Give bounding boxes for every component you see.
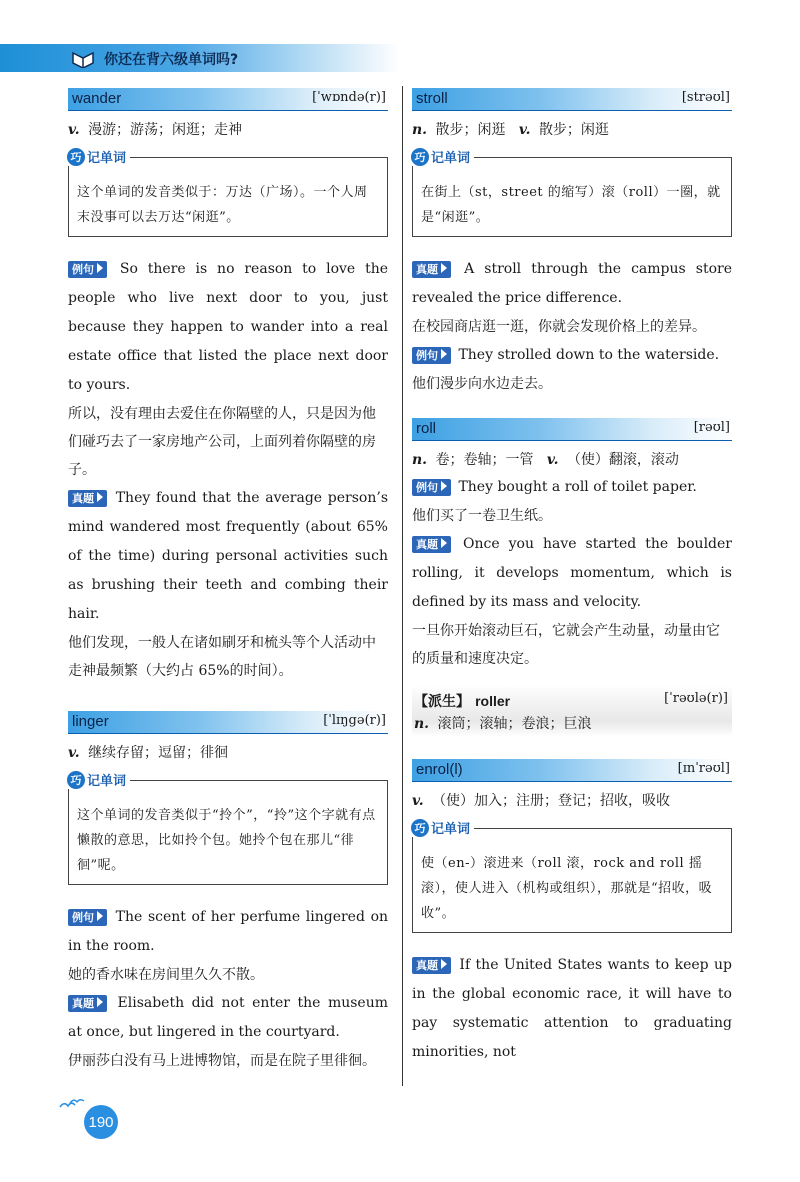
part-of-speech: n. bbox=[412, 122, 428, 138]
exam-tag bbox=[68, 490, 107, 507]
example-text: The scent of her perfume lingered on in the room. bbox=[68, 909, 389, 954]
arrow-icon bbox=[97, 492, 103, 502]
example-tag-label: 例句 bbox=[72, 263, 94, 276]
derived-entry bbox=[412, 685, 732, 737]
exam-tag bbox=[412, 536, 451, 553]
exam-text: Once you have started the boulder rolling, it develops momentum, which is defined by its mass and velocity. bbox=[412, 536, 732, 610]
derived-label: 【派生】 bbox=[414, 694, 470, 710]
memo-box bbox=[68, 773, 388, 885]
page-number: 190 bbox=[84, 1105, 118, 1139]
memo-box bbox=[412, 150, 732, 237]
left-column bbox=[68, 88, 388, 1075]
example-text: So there is no reason to love the people who live next door to you, just because they happen to wander into a real estate office that listed the place next door to yours. bbox=[68, 261, 388, 393]
entry-bar-linger bbox=[68, 711, 388, 734]
example-zh: 她的香水味在房间里久久不散。 bbox=[68, 967, 264, 983]
definition-text: 滚筒；滚轴；卷浪；巨浪 bbox=[437, 716, 592, 732]
arrow-icon bbox=[441, 349, 447, 359]
memo-text: 这个单词的发音类似于：万达（广场）。一个人周末没事可以去万达“闲逛”。 bbox=[77, 185, 368, 225]
definition-text: 继续存留；逗留；徘徊 bbox=[88, 745, 229, 761]
exam-tag bbox=[68, 995, 107, 1012]
arrow-icon bbox=[441, 959, 447, 969]
book-icon bbox=[72, 48, 94, 68]
exam-en bbox=[68, 484, 388, 629]
example-en bbox=[68, 255, 388, 400]
definition bbox=[68, 740, 388, 766]
example-tag bbox=[412, 347, 451, 364]
entry-pronunciation: [rəʊl] bbox=[693, 420, 730, 435]
exam-en bbox=[412, 530, 732, 617]
birds-decoration-icon bbox=[58, 1095, 86, 1111]
entry-bar-enrol bbox=[412, 759, 732, 782]
memo-tag bbox=[411, 147, 474, 166]
entry-pronunciation: [strəʊl] bbox=[681, 90, 730, 105]
example-zh: 他们买了一卷卫生纸。 bbox=[412, 508, 552, 524]
memo-badge: 巧 bbox=[411, 148, 429, 166]
exam-tag-label: 真题 bbox=[416, 538, 438, 551]
exam-text: A stroll through the campus store revealed the price difference. bbox=[412, 261, 732, 306]
derived-pronunciation: [ˈrəʊlə(r)] bbox=[664, 691, 728, 706]
memo-label: 记单词 bbox=[87, 774, 127, 789]
memo-box bbox=[68, 150, 388, 237]
memo-label: 记单词 bbox=[431, 151, 471, 166]
exam-text: If the United States wants to keep up in the global economic race, it will have to pay systematic attention to graduating minorities, not bbox=[412, 957, 732, 1060]
definition-text: 卷；卷轴；一管 bbox=[435, 452, 534, 468]
entry-word: enrol(l) bbox=[416, 761, 463, 778]
memo-tag bbox=[67, 147, 130, 166]
exam-zh: 他们发现，一般人在诸如刷牙和梳头等个人活动中走神最频繁（大约占 65%的时间）。 bbox=[68, 635, 376, 679]
definition-text: 散步；闲逛 bbox=[435, 122, 506, 138]
example-tag-label: 例句 bbox=[72, 911, 94, 924]
entry-word: roll bbox=[416, 420, 437, 437]
example-tag bbox=[68, 909, 107, 926]
definition-text: 漫游；游荡；闲逛；走神 bbox=[88, 122, 243, 138]
derived-word: roller bbox=[475, 693, 511, 709]
exam-en bbox=[412, 255, 732, 313]
memo-badge: 巧 bbox=[67, 148, 85, 166]
memo-badge: 巧 bbox=[67, 771, 85, 789]
part-of-speech: v. bbox=[412, 793, 424, 809]
memo-text: 在街上（st，street 的缩写）滚（roll）一圈，就是“闲逛”。 bbox=[421, 185, 721, 225]
entry-bar-wander bbox=[68, 88, 388, 111]
definition bbox=[412, 117, 732, 143]
memo-badge: 巧 bbox=[411, 819, 429, 837]
exam-tag-label: 真题 bbox=[416, 959, 438, 972]
memo-text: 使（en-）滚进来（roll 滚，rock and roll 摇滚），使人进入（机构或组织），那就是“招收，吸收”。 bbox=[421, 856, 713, 921]
exam-tag-label: 真题 bbox=[416, 263, 438, 276]
exam-zh: 在校园商店逛一逛，你就会发现价格上的差异。 bbox=[412, 319, 706, 335]
exam-tag bbox=[412, 261, 451, 278]
memo-label: 记单词 bbox=[431, 822, 471, 837]
arrow-icon bbox=[441, 481, 447, 491]
example-tag bbox=[412, 479, 451, 496]
entry-pronunciation: [ˈwɒndə(r)] bbox=[312, 90, 386, 105]
part-of-speech: n. bbox=[412, 452, 428, 468]
example-en bbox=[412, 473, 732, 502]
definition-text: 散步；闲逛 bbox=[538, 122, 609, 138]
exam-text: They found that the average person’s mind wandered most frequently (about 65% of the time) during personal activities such as brushing their teeth and combing their hair. bbox=[68, 490, 389, 622]
chapter-title: 你还在背六级单词吗? bbox=[104, 52, 239, 68]
entry-pronunciation: [ˈlɪŋgə(r)] bbox=[323, 713, 386, 728]
memo-text: 这个单词的发音类似于“拎个”，“拎”这个字就有点懒散的意思，比如拎个包。她拎个包在那儿“徘徊”呢。 bbox=[77, 808, 376, 873]
arrow-icon bbox=[97, 911, 103, 921]
entry-word: linger bbox=[72, 713, 109, 730]
definition bbox=[68, 117, 388, 143]
memo-tag bbox=[411, 818, 474, 837]
definition bbox=[412, 447, 732, 473]
part-of-speech: n. bbox=[414, 716, 430, 732]
part-of-speech: v. bbox=[546, 452, 559, 468]
exam-tag bbox=[412, 957, 451, 974]
arrow-icon bbox=[441, 538, 447, 548]
example-en bbox=[68, 903, 388, 961]
definition-text: （使）加入；注册；登记；招收，吸收 bbox=[432, 793, 671, 809]
exam-en bbox=[412, 951, 732, 1067]
memo-label: 记单词 bbox=[87, 151, 127, 166]
definition bbox=[414, 711, 730, 737]
entry-pronunciation: [ɪnˈrəʊl] bbox=[677, 761, 730, 776]
exam-zh: 一旦你开始滚动巨石，它就会产生动量，动量由它的质量和速度决定。 bbox=[412, 623, 720, 667]
part-of-speech: v. bbox=[68, 745, 80, 761]
example-text: They strolled down to the waterside. bbox=[458, 347, 720, 363]
entry-bar-roll bbox=[412, 418, 732, 441]
part-of-speech: v. bbox=[68, 122, 80, 138]
chapter-header bbox=[0, 44, 400, 72]
exam-zh: 伊丽莎白没有马上进博物馆，而是在院子里徘徊。 bbox=[68, 1053, 376, 1069]
exam-text: Elisabeth did not enter the museum at once, but lingered in the courtyard. bbox=[68, 995, 388, 1040]
example-tag-label: 例句 bbox=[416, 481, 438, 494]
exam-tag-label: 真题 bbox=[72, 492, 94, 505]
column-divider bbox=[402, 86, 403, 1086]
example-zh: 所以，没有理由去爱住在你隔壁的人，只是因为他们碰巧去了一家房地产公司，上面列着你隔壁的房子。 bbox=[68, 406, 376, 478]
right-column bbox=[412, 88, 732, 1067]
entry-word: stroll bbox=[416, 90, 448, 107]
memo-tag bbox=[67, 770, 130, 789]
arrow-icon bbox=[97, 263, 103, 273]
example-zh: 他们漫步向水边走去。 bbox=[412, 376, 552, 392]
definition-text: （使）翻滚，滚动 bbox=[566, 452, 679, 468]
memo-box bbox=[412, 821, 732, 933]
definition bbox=[412, 788, 732, 814]
part-of-speech: v. bbox=[518, 122, 531, 138]
example-en bbox=[412, 341, 732, 370]
example-tag bbox=[68, 261, 107, 278]
arrow-icon bbox=[441, 263, 447, 273]
exam-en bbox=[68, 989, 388, 1047]
example-text: They bought a roll of toilet paper. bbox=[458, 479, 697, 495]
exam-tag-label: 真题 bbox=[72, 997, 94, 1010]
entry-bar-stroll bbox=[412, 88, 732, 111]
example-tag-label: 例句 bbox=[416, 349, 438, 362]
entry-word: wander bbox=[72, 90, 122, 107]
arrow-icon bbox=[97, 997, 103, 1007]
